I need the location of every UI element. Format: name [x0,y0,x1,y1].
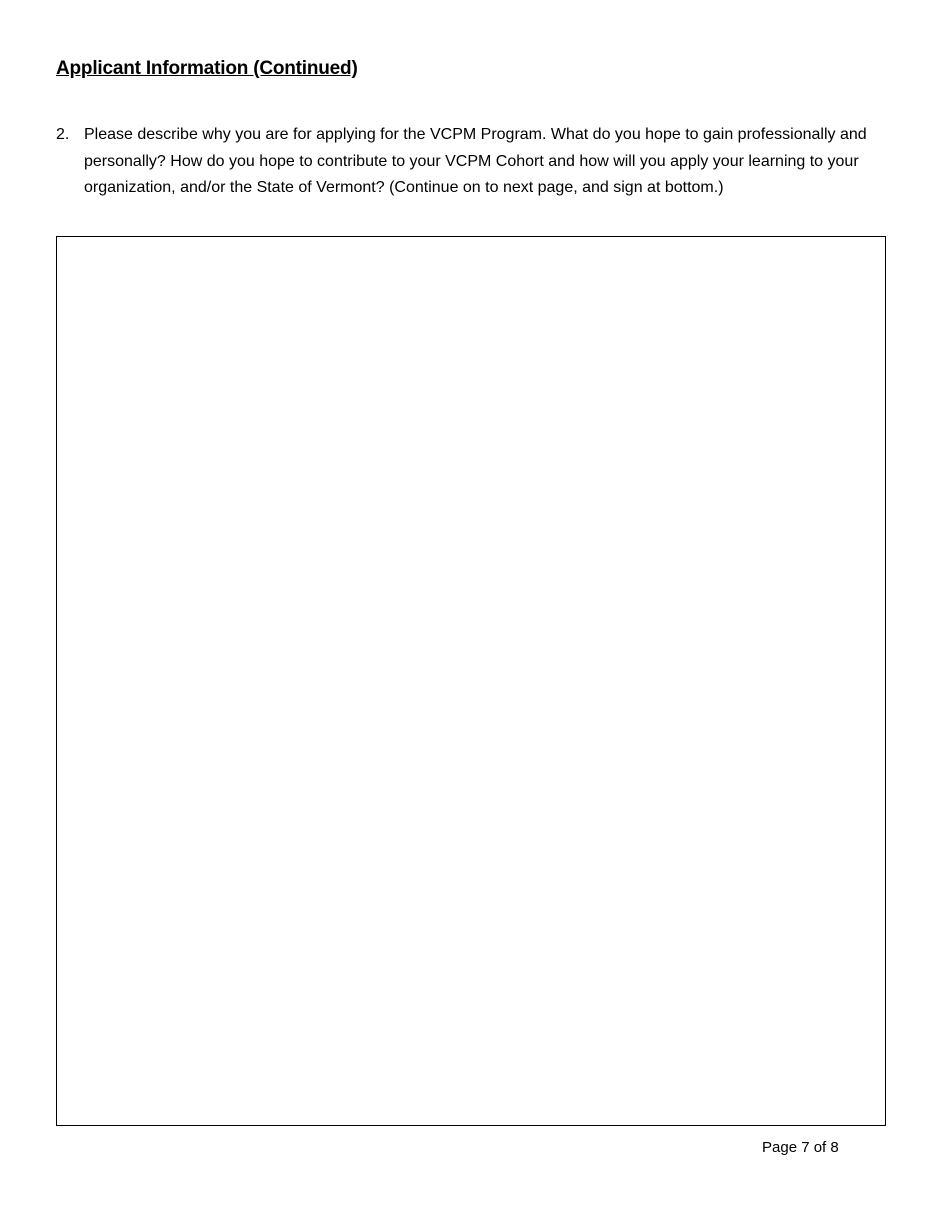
question-number: 2. [56,126,70,143]
answer-text-box[interactable] [56,236,886,1126]
page-number: Page 7 of 8 [762,1139,839,1156]
question-2 [56,122,876,202]
question-text: Please describe why you are for applying for the VCPM Program. What do you hope to gain professionally and personally? How do you hope to contribute to your VCPM Cohort and how will you apply your learning to your organization, and/or the State of Vermont? (Continue on to next page, and sign at bottom.) [84,126,867,196]
section-heading: Applicant Information (Continued) [56,58,358,79]
